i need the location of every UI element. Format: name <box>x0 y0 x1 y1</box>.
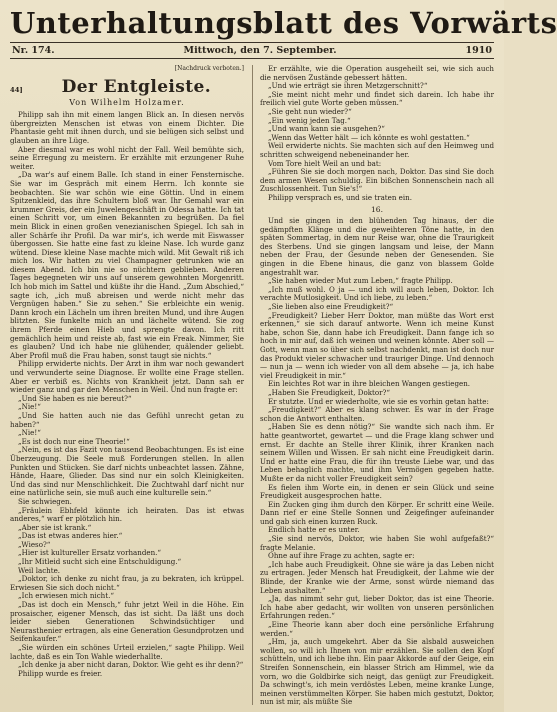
paragraph: „Hier ist kultureller Ersatz vorhanden.“ <box>18 548 162 558</box>
paragraph: Philipp wurde es freier. <box>18 668 103 678</box>
paragraph: „Nie!“ <box>18 402 41 412</box>
paragraph: „Da war's auf einem Balle. Ich stand in einer Fensternische. Sie war im Gespräch mit einem Herrn. Ich konnte sie beobachten. Sie war schön wie eine Göttin. Und in einem Spitzenkleid, das ihre Schultern bloß war. Ihr Gemahl war ein krummer Greis, der ein Juwelengeschäft in Odessa hatte. Ich tat einen Schritt vor, um einen Bekannten zu begrüßen. Da fiel mein Blick in einen großen venezianischen Spiegel. Ich sah in aller Schärfe ihr Profil. Da war mir's, ich werde mit Eiswasser übergossen. Sie hatte eine fast zu kleine Nase. Ich wurde ganz wütend. Diese kleine Nase machte mich wild. Mit Gewalt riß ich mich los. Wir hatten zu viel Champagner getrunken wie an diesem Abend. Ich bin nie so nüchtern geblieben. Anderen Tages begegneten wir uns auf unserem gewohnten Morgenritt. Ich hob mich im Sattel und küßte ihr die Hand. „Zum Abschied,“ sagte ich, „ich muß abreisen und werde nicht mehr das Vergnügen haben.“ Sie zu sehen.“ Sie erbleichte ein wenig. Dann kroch ein Lächeln um ihren breiten Mund, und ihre Augen blitzten. Sie funkelte mich an und lächelte wütend. Sie zog ihrem Pferde einen Hieb und sprengte davon. Ich ritt gemächlich heim und reiste ab, fast wie ein Freak. Nimmer, Sie es glauben? Und ich habe nie glühender, quälender geliebt. Aber Profil muß die Frau haben, sonst taugt sie nichts.“ <box>10 170 244 360</box>
paragraph: „Das ist doch ein Mensch,“ fuhr jetzt Weil in die Höhe. Ein prosaischer, eigener Mensch, das ist sicht. Da läßt uns doch leider sieben Generationen Schwindsüchtiger und Neurasthenier ertragen, als eine Generation Gesundprotzen und Seifenkaufer.“ <box>10 600 244 644</box>
paragraph: „Freudigkeit? Lieber Herr Doktor, man müßte das Wort erst erkennen,“ sie sich darauf antworte. Wenn ich meine Kunst habe, schon Sie, dann habe ich Freudigkeit. Dann fange ich so hoch in mir auf, daß ich weinen und weinen könnte. Aber soll — Gott, wenn man so über sich selbst nachdenkt, man ist doch nur das Produkt vieler schwacher und trauriger Dinge. Und dennoch — nun ja — wenn ich wieder von all dem absehe — ja, ich habe viel Freudigkeit in mir.“ <box>260 310 494 380</box>
paragraph: „Sie würden ein schönes Urteil erzielen,“ sagte Philipp. Weil lachte, daß es ein Ton Wahle wiederhallte. <box>10 643 244 661</box>
paragraph: „Aber sie ist krank.“ <box>18 522 92 532</box>
issue-number: Nr. 174. <box>12 45 55 56</box>
paragraph: „Und Sie haben es nie bereut?“ <box>18 393 132 403</box>
issue-date: Mittwoch, den 7. September. <box>183 45 337 56</box>
article-header <box>10 77 244 97</box>
article-author: Von Wilhelm Holzamer. <box>69 97 185 107</box>
reprint-note: [Nachdruck verboten.] <box>174 65 244 72</box>
paragraph: Ein Zucken ging ihm durch den Körper. Er schritt eine Weile. Dann rief er eine Stelle Sonnen und Zeigefinger aufeinander und gab sich einen kurzen Ruck. <box>260 499 494 526</box>
right-paragraphs-top <box>260 65 494 203</box>
paragraph: Sie schwiegen. <box>18 496 72 506</box>
article-columns <box>10 65 494 705</box>
paragraph: „Sie sind nervös, Doktor, wie haben Sie wohl aufgefaßt?“ fragte Melanie. <box>260 534 494 552</box>
paragraph: „Ihr Mitleid sucht sich eine Entschuldigung.“ <box>18 557 182 567</box>
paragraph: „Führen Sie sie doch morgen nach, Doktor. Das sind Sie doch dem armen Wesen schuldig. Ein bißchen Sonnenschein nach all Zuschlossenheit. Tun Sie's!“ <box>260 167 494 194</box>
paragraph: „Und wann kann sie ausgehen?“ <box>268 124 385 134</box>
paragraph: „Sie haben wieder Mut zum Leben,“ fragte Philipp. <box>268 276 453 286</box>
paragraph: Endlich hatte er es unter. <box>268 525 360 535</box>
paragraph: Und sie gingen in den blühenden Tag hinaus, der die gedämpften Klänge und die geweihteren Töne hatte, in den späten Sommertag, in dem nur Reise war, ohne die Traurigkeit des Sterbens. Und sie gingen langsam und leise, der Mann neben der Frau, der Gesunde neben der Genesenden. Sie gingen in die Ebene hinaus, die ganz von blassem Golde angestrahlt war. <box>260 216 494 277</box>
paragraph: „Freudigkeit?“ Aber es klang schwer. Es war in der Frage schon die Antwort enthalten. <box>260 405 494 423</box>
paragraph: „Ich habe auch Freudigkeit. Ohne sie wäre ja das Leben nicht zu ertragen. Jeder Mensch hat Freudigkeit, der Lahme wie der Blinde, der Kranke wie der Arme, sonst würde niemand das Leben aushalten.“ <box>260 559 494 595</box>
paragraph: Weil erwiderte nichts. Sie machten sich auf den Heimweg und schritten schweigend nebeneinander her. <box>260 141 494 159</box>
paragraph: „Eine Theorie kann aber doch eine persönliche Erfahrung werden.“ <box>260 620 494 638</box>
masthead-title: Unterhaltungsblatt des Vorwärts <box>10 6 557 40</box>
paragraph: Ohne auf ihre Frage zu achten, sagte er: <box>268 551 415 561</box>
paragraph: „Sie geht nun wieder?“ <box>268 106 352 116</box>
paragraph: „Ich erwiesen mich nicht.“ <box>18 591 114 601</box>
chapter-number: 16. <box>371 204 383 214</box>
paragraph: „Das ist etwas anderes hier.“ <box>18 531 123 541</box>
installment-number: 44] <box>10 85 23 94</box>
paragraph: Aber diesmal war es wohl nicht der Fall. Weil bemühte sich, seine Erregung zu meistern. Er erzählte mit erzungener Ruhe weiter. <box>10 144 244 171</box>
issue-year: 1910 <box>465 45 492 56</box>
left-paragraphs <box>10 111 244 678</box>
paragraph: Ein leichtes Rot war in ihre bleichen Wangen gestiegen. <box>268 379 471 389</box>
paragraph: „Ein wenig jeden Tag.“ <box>268 115 351 125</box>
paragraph: „Und Sie hatten auch nie das Gefühl unrecht getan zu haben?“ <box>10 410 244 429</box>
paragraph: Vom Tore hielt Weil an und bat: <box>268 158 382 168</box>
paragraph: Er stutzte. Und er wiederholte, wie sie es vorhin getan hatte: <box>268 396 489 406</box>
paragraph: „Sie meint nicht mehr und findet sich darein. Ich habe ihr freilich viel gute Worte geben müssen.“ <box>260 89 494 108</box>
paragraph: Philipp erwiderte nichts. Der Arzt in ihm war noch gewandert und verwunderte seine Diagnose. Er wollte eine Frage stellen. Aber er verbiß es. Nichts von Krankheit jetzt. Dann sah er wieder ganz und gar den Menschen in Weil. Und nun fragte er: <box>10 359 244 395</box>
right-paragraphs-bottom <box>260 217 494 707</box>
right-column <box>252 65 494 705</box>
paragraph: „Es ist doch nur eine Theorie!“ <box>18 436 130 446</box>
paragraph: „Hm, ja, auch umgekehrt. Aber da Sie alsbald ausweichen wollen, so will ich Ihnen von mir erzählen. Sie sollen den Kopf schütteln, und ich liebe ihn. Ein paar Akkorde auf der Geige, ein Streifen Sonnenschein, ein blasser Strich am Himmel, wie da vorn, wo die Goldbirke sich neigt, das genügt zur Freudigkeit. Da schwingt's, ich mein verdöstes Leben, meine kranke Lunge, meinen verstümmelten Körper. Sie haben mich gestutzt, Doktor, nun ist mir, als müßte Sie <box>260 637 494 707</box>
paragraph: Weil lachte. <box>18 565 61 575</box>
paragraph: „Und wie erträgt sie ihren Metzgerschnitt?“ <box>268 81 428 91</box>
left-column <box>10 65 244 705</box>
paragraph: „Fräulein Ebhfeld könnte ich heiraten. Das ist etwas anderes,“ warf er plötzlich hin. <box>10 505 244 524</box>
paragraph: „Wieso?“ <box>18 539 51 549</box>
paragraph: „Wenn das Wetter hält — ich könnte es wohl gestatten.“ <box>268 132 470 142</box>
paragraph: „Doktor, ich denke zu nicht frau, ja zu bekraten, ich krüppel. Erwiesen Sie sich doch nicht.“ <box>10 574 244 592</box>
paragraph: „Nie!“ <box>18 428 41 438</box>
paragraph: „Ich muß wohl. O ja — und ich will auch leben, Doktor. Ich verachte Mutlosigkeit. Und ich liebe, zu leben.“ <box>260 284 494 303</box>
paragraph: „Ja, das nimmt sehr gut, lieber Doktor, das ist eine Theorie. Ich habe aber gedacht, wir wollten von unseren persönlichen Erfahrungen reden.“ <box>260 594 494 621</box>
article-title: Der Entgleiste. <box>61 76 212 97</box>
paragraph: Philipp versprach es, und sie traten ein. <box>268 192 412 202</box>
paragraph: „Haben Sie es denn nötig?“ Sie wandte sich nach ihm. Er hatte geantwortet, gewartet — und die Frage klang schwer und ernst. Er dachte an Stelle ihrer Klinik, ihrer Kranken nach seinem Willen und Wissen. Er sah nicht eine Freudigkeit darin. Und er hatte eine Frau, die für ihn treuste Liebe war, und das Leben behaglich machte, und ihm Vermögen gegeben hatte. Mußte er da nicht voller Freudigkeit sein? <box>260 422 494 483</box>
paragraph: „Sie lieben also eine Freudigkeit?“ <box>268 302 394 312</box>
issue-info-bar <box>10 42 494 59</box>
paragraph: „Nein, es ist das Fazit von tausend Beobachtungen. Es ist eine Überzeugung. Die Seele muß Forderungen stellen. In allen Punkten und Stücken. Sie darf nichts unbeachtet lassen. Zähne, Hände, Haare, Glieder. Das sind nur ein solch Kleinigkeiten. Und das sind nur Menschlichkeit. Die Zuchtwahl darf nicht nur eine natürliche sein, sie muß auch eine kulturelle sein.“ <box>10 445 244 498</box>
paragraph: Er erzählte, wie die Operation ausgeheilt sei, wie sich auch die nervösen Zustände gebessert hätten. <box>260 64 494 82</box>
paragraph: Philipp sah ihn mit einem langen Blick an. In diesen nervös übergreizten Menschen ist etwas von einem Dichter. Die Phantasie geht mit ihnen durch, und sie belügen sich selbst und glauben an ihre Lüge. <box>10 110 244 145</box>
paragraph: Es fielen ihm Worte ein, in denen er sein Glück und seine Freudigkeit ausgesprochen hatte. <box>260 482 494 501</box>
paragraph: „Haben Sie Freudigkeit, Doktor?“ <box>268 387 390 397</box>
paragraph: „Ich denke ja aber nicht daran, Doktor. Wie geht es ihr denn?“ <box>18 660 244 670</box>
